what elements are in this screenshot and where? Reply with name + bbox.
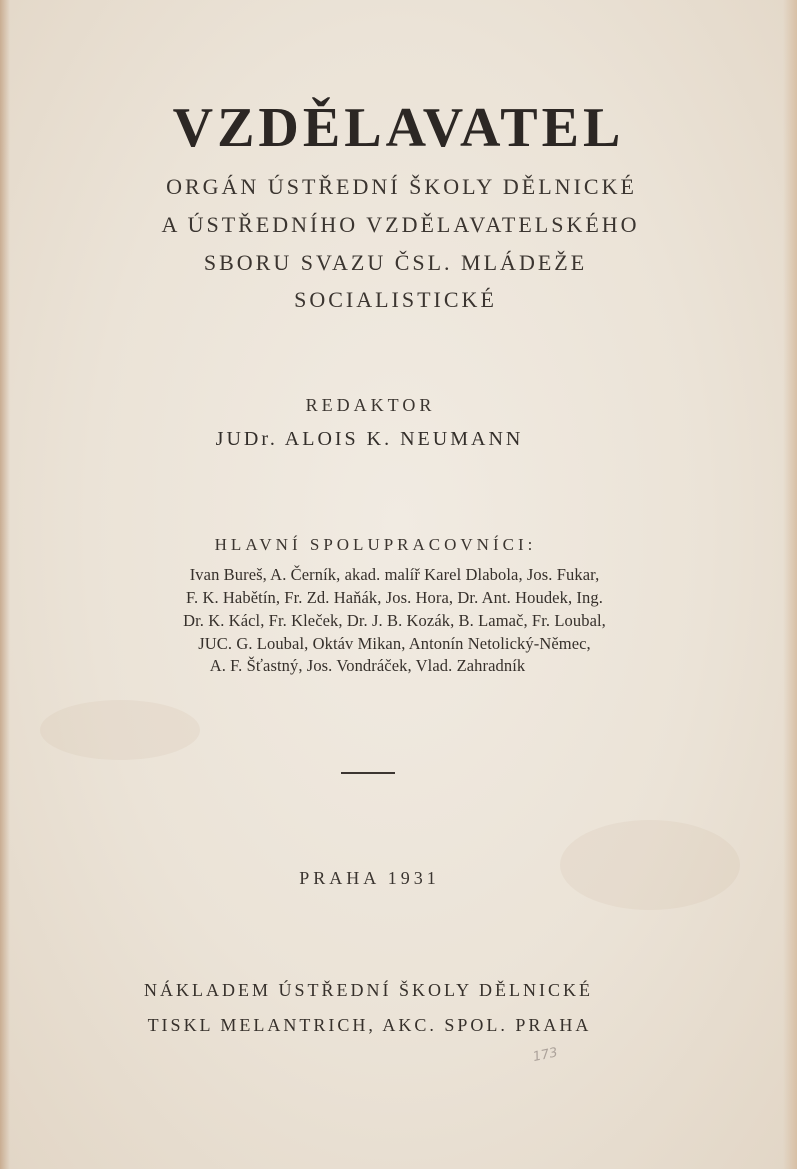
- publisher-line: NÁKLADEM ÚSTŘEDNÍ ŠKOLY DĚLNICKÉ: [143, 980, 593, 1000]
- contributors-heading: HLAVNÍ SPOLUPRACOVNÍCI:: [214, 535, 537, 554]
- contributors-line: Dr. K. Kácl, Fr. Kleček, Dr. J. B. Kozák, B. Lamač, Fr. Loubal,: [183, 611, 606, 630]
- editor-name: JUDr. ALOIS K. NEUMANN: [215, 428, 524, 450]
- subtitle-line: SOCIALISTICKÉ: [294, 287, 497, 312]
- paper-stain: [40, 700, 200, 760]
- pencil-annotation: 173: [531, 1045, 560, 1066]
- subtitle-line: A ÚSTŘEDNÍHO VZDĚLAVATELSKÉHO: [161, 212, 640, 237]
- contributors-line: JUC. G. Loubal, Oktáv Mikan, Antonín Netolický-Němec,: [198, 634, 591, 653]
- subtitle-line: ORGÁN ÚSTŘEDNÍ ŠKOLY DĚLNICKÉ: [166, 174, 637, 199]
- paper-stain: [560, 820, 740, 910]
- place-and-year: PRAHA 1931: [299, 868, 440, 888]
- publication-title: VZDĚLAVATEL: [172, 97, 625, 159]
- subtitle-line: SBORU SVAZU ČSL. MLÁDEŽE: [203, 250, 588, 275]
- printer-line: TISKL MELANTRICH, AKC. SPOL. PRAHA: [147, 1015, 592, 1035]
- contributors-line: Ivan Bureš, A. Černík, akad. malíř Karel Dlabola, Jos. Fukar,: [189, 565, 600, 584]
- contributors-line: A. F. Šťastný, Jos. Vondráček, Vlad. Zahradník: [209, 656, 526, 675]
- editor-label: REDAKTOR: [305, 395, 436, 415]
- contributors-line: F. K. Habětín, Fr. Zd. Haňák, Jos. Hora, Dr. Ant. Houdek, Ing.: [186, 588, 603, 607]
- divider-rule: [341, 772, 395, 774]
